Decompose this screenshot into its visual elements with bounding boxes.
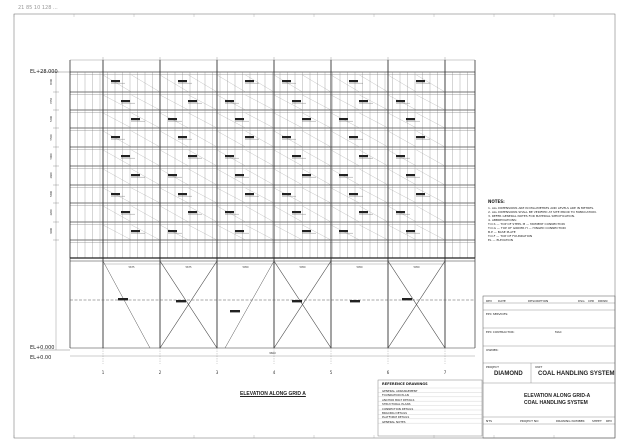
member-tag <box>339 230 348 232</box>
member-tag <box>292 211 301 213</box>
member-tag <box>121 155 130 157</box>
brace-member <box>417 131 446 147</box>
title-block <box>483 296 615 438</box>
revision-col-dsg: DSG <box>578 299 585 303</box>
references-list <box>382 389 478 424</box>
brace-member <box>160 75 189 92</box>
member-tag <box>339 174 348 176</box>
brace-member <box>217 150 246 166</box>
brace-member <box>417 113 446 128</box>
member-tag <box>416 80 425 82</box>
member-tag <box>225 211 234 213</box>
brace-member <box>160 95 189 110</box>
bay-dimension: 5675 <box>185 266 192 269</box>
notes-heading: NOTES: <box>488 199 505 204</box>
dimension-text: 4600 <box>50 172 53 179</box>
mac-label: MAC <box>555 330 562 334</box>
brace-member <box>303 206 332 222</box>
scale-label: NTS <box>486 419 492 423</box>
brace-member <box>246 188 275 203</box>
brace-member <box>417 169 446 185</box>
drawing-title-line2: COAL HANDLING SYSTEM <box>524 400 588 406</box>
member-tag <box>111 193 120 195</box>
member-tag <box>245 80 254 82</box>
brace-member <box>246 169 275 185</box>
inclined-member <box>103 261 150 348</box>
dimension-text: 6500 <box>50 78 53 86</box>
bay-dimension: 5675 <box>128 266 135 269</box>
member-tag <box>235 174 244 176</box>
brace-member <box>103 95 132 110</box>
brace-member <box>388 95 417 110</box>
member-tag <box>245 136 254 138</box>
member-tag <box>282 80 291 82</box>
bay-dimension: 5950 <box>413 266 420 269</box>
dimension-text: 7250 <box>50 97 53 105</box>
member-tag <box>396 211 405 213</box>
reference-row: ANCHOR BOLT DETAILS <box>382 397 415 402</box>
brace-member <box>189 206 218 222</box>
reference-row: STRUCTURAL PLANS <box>382 402 411 407</box>
brace-member <box>103 188 132 203</box>
member-tag <box>302 118 311 120</box>
member-tag <box>188 155 197 157</box>
sheet-label: SHEET <box>592 419 602 423</box>
member-tag <box>188 100 197 102</box>
level-label-top: EL+28.000 <box>30 69 58 75</box>
dimension-text: 5800 <box>50 190 53 198</box>
reference-row: BRACING DETAILS <box>382 411 408 416</box>
note-line: 2. ALL DIMENSIONS SHALL BE VERIFIED AT SITE PRIOR TO FABRICATION. <box>488 210 597 214</box>
notes-list <box>488 206 610 242</box>
member-tag <box>168 230 177 232</box>
member-tag <box>406 118 415 120</box>
unit-label: UNIT <box>535 365 543 369</box>
member-tag <box>349 193 358 195</box>
brace-member <box>274 169 303 185</box>
member-tag <box>131 174 140 176</box>
brace-member <box>246 131 275 147</box>
brace-member <box>331 188 360 203</box>
inclined-member <box>225 261 274 348</box>
brace-member <box>217 131 246 147</box>
member-tag <box>359 100 368 102</box>
brace-member <box>274 95 303 110</box>
revision-col-date: DATE <box>498 299 506 303</box>
brace-member <box>217 113 246 128</box>
brace-member <box>132 188 161 203</box>
brace-member <box>132 113 161 128</box>
member-tag <box>406 230 415 232</box>
brace-member <box>360 225 389 240</box>
brace-member <box>417 75 446 92</box>
brace-member <box>160 150 189 166</box>
reference-row: GENERAL ARRANGEMENT <box>382 389 418 393</box>
project-label: PROJECT <box>486 365 499 369</box>
note-line: 1. ALL DIMENSIONS ARE IN MILLIMETRES AND LEVELS ARE IN METRES. <box>488 206 595 210</box>
member-tag <box>131 118 140 120</box>
brace-member <box>417 150 446 166</box>
brace-member <box>132 95 161 110</box>
epc-contractor-label: EPC CONTRACTOR: <box>486 330 515 334</box>
drawing-title-line1: ELEVATION ALONG GRID-A <box>524 393 591 399</box>
reference-row: CONNECTION DETAILS <box>382 406 414 411</box>
brace-member <box>388 225 417 240</box>
dimension-text: 3600 <box>50 227 53 235</box>
rev-label: REV <box>606 419 613 423</box>
lower-member-tag <box>118 298 128 300</box>
grid-label-6: 6 <box>386 370 390 375</box>
reference-row: GENERAL NOTES <box>382 419 406 424</box>
revision-col-drwn: DRWN <box>598 299 608 303</box>
brace-member <box>132 150 161 166</box>
brace-member <box>103 225 132 240</box>
brace-member <box>360 75 389 92</box>
brace-member <box>388 169 417 185</box>
grid-label-2: 2 <box>158 370 162 375</box>
brace-member <box>217 95 246 110</box>
revision-col-description: DESCRIPTION <box>528 299 549 303</box>
brace-member <box>360 150 389 166</box>
brace-member <box>417 225 446 240</box>
brace-member <box>331 225 360 240</box>
member-tag <box>302 174 311 176</box>
brace-member <box>246 75 275 92</box>
dimension-text: 4200 <box>50 209 53 216</box>
member-tag <box>349 80 358 82</box>
brace-member <box>331 113 360 128</box>
brace-member <box>388 150 417 166</box>
grid-label-3: 3 <box>215 370 219 375</box>
member-tag <box>178 80 187 82</box>
note-line: T.O.G — TOP OF GIRDER H — HINGED CONNECTION <box>488 226 566 230</box>
brace-member <box>132 169 161 185</box>
member-tag <box>396 155 405 157</box>
brace-member <box>303 75 332 92</box>
brace-member <box>417 95 446 110</box>
brace-member <box>331 169 360 185</box>
brace-member <box>160 113 189 128</box>
brace-member <box>189 113 218 128</box>
brace-member <box>217 188 246 203</box>
grid-label-7: 7 <box>443 370 447 375</box>
bottom-dimension-text: 9600 <box>269 352 276 355</box>
dimension-text: 5200 <box>50 115 53 123</box>
brace-member <box>331 95 360 110</box>
member-tag <box>416 136 425 138</box>
brace-member <box>388 75 417 92</box>
brace-member <box>360 169 389 185</box>
brace-member <box>103 75 132 92</box>
revision-col-cpd: CPD <box>588 299 595 303</box>
brace-member <box>189 225 218 240</box>
brace-member <box>331 206 360 222</box>
member-tag <box>359 155 368 157</box>
brace-member <box>303 113 332 128</box>
revision-col-rev: REV <box>486 299 493 303</box>
member-tag <box>225 100 234 102</box>
brace-member <box>132 225 161 240</box>
member-tag <box>282 193 291 195</box>
member-tag <box>225 155 234 157</box>
brace-member <box>274 206 303 222</box>
owner-label: OWNER: <box>486 348 499 352</box>
member-tag <box>406 174 415 176</box>
brace-member <box>103 206 132 222</box>
brace-member <box>274 225 303 240</box>
brace-member <box>132 206 161 222</box>
bay-dimension: 5950 <box>356 266 363 269</box>
level-label-ground: EL+0.00 <box>30 355 52 361</box>
brace-member <box>189 95 218 110</box>
brace-member <box>274 113 303 128</box>
brace-member <box>189 75 218 92</box>
member-tag <box>111 136 120 138</box>
brace-member <box>189 188 218 203</box>
brace-member <box>189 169 218 185</box>
lower-member-tag <box>176 300 186 302</box>
member-tag <box>235 118 244 120</box>
brace-member <box>189 131 218 147</box>
brace-member <box>189 150 218 166</box>
brace-member <box>103 113 132 128</box>
brace-member <box>274 75 303 92</box>
project-no-label: PROJECT NO <box>520 419 539 423</box>
lower-member-tag <box>402 298 412 300</box>
member-tag <box>188 211 197 213</box>
brace-member <box>303 95 332 110</box>
member-tag <box>178 136 187 138</box>
member-tag <box>359 211 368 213</box>
brace-member <box>303 150 332 166</box>
brace-member <box>417 206 446 222</box>
member-tag <box>396 100 405 102</box>
brace-member <box>274 131 303 147</box>
brace-member <box>303 225 332 240</box>
brace-member <box>360 206 389 222</box>
member-tag <box>121 211 130 213</box>
grid-label-5: 5 <box>329 370 333 375</box>
member-tag <box>168 174 177 176</box>
reference-row: PLATFORM DETAILS <box>382 415 410 420</box>
brace-member <box>274 150 303 166</box>
note-line: 4. ABBREVIATIONS: <box>488 218 517 222</box>
member-tag <box>292 100 301 102</box>
brace-member <box>132 131 161 147</box>
brace-member <box>388 113 417 128</box>
drawing-number-label: DRAWING NUMBER <box>556 419 585 423</box>
brace-member <box>246 95 275 110</box>
brace-member <box>160 225 189 240</box>
brace-member <box>360 188 389 203</box>
lower-member-tag <box>292 300 302 302</box>
brace-member <box>274 188 303 203</box>
dimension-text: 5000 <box>50 153 53 160</box>
bay-dimension: 5950 <box>242 266 249 269</box>
note-line: T.O.F — TOP OF FOUNDATION <box>488 234 533 238</box>
member-tag <box>302 230 311 232</box>
member-tag <box>235 230 244 232</box>
brace-member <box>331 75 360 92</box>
member-tag <box>292 155 301 157</box>
member-tag <box>416 193 425 195</box>
member-tag <box>245 193 254 195</box>
note-line: B.P — BASE PLATE <box>488 230 516 234</box>
note-line: T.O.S — TOP OF STEEL M — MOMENT CONNECTION <box>488 222 565 226</box>
brace-member <box>360 95 389 110</box>
unit-name: COAL HANDLING SYSTEM <box>538 371 615 377</box>
grid-label-1: 1 <box>101 370 105 375</box>
brace-member <box>217 169 246 185</box>
brace-member <box>246 206 275 222</box>
grid-label-4: 4 <box>272 370 276 375</box>
member-tag <box>339 118 348 120</box>
brace-member <box>246 150 275 166</box>
brace-member <box>331 150 360 166</box>
note-line: 3. REFER GENERAL NOTES FOR MATERIAL SPECIFICATION. <box>488 214 575 218</box>
brace-member <box>303 188 332 203</box>
brace-member <box>103 169 132 185</box>
member-tag <box>282 136 291 138</box>
brace-member <box>303 131 332 147</box>
brace-member <box>388 131 417 147</box>
member-tag <box>178 193 187 195</box>
level-label-base: EL+0.000 <box>30 345 55 351</box>
brace-member <box>160 169 189 185</box>
reference-row: FOUNDATION PLAN <box>382 393 409 398</box>
lower-member-tag <box>230 310 240 312</box>
brace-member <box>246 225 275 240</box>
brace-member <box>217 75 246 92</box>
member-tag <box>131 230 140 232</box>
brace-member <box>331 131 360 147</box>
brace-member <box>160 131 189 147</box>
brace-member <box>103 150 132 166</box>
brace-member <box>160 206 189 222</box>
brace-member <box>303 169 332 185</box>
bay-dimension: 5950 <box>299 266 306 269</box>
brace-member <box>388 206 417 222</box>
brace-member <box>160 188 189 203</box>
brace-member <box>103 131 132 147</box>
member-tag <box>349 136 358 138</box>
member-tag <box>111 80 120 82</box>
note-line: EL — ELEVATION <box>488 238 513 242</box>
references-heading: REFERENCE DRAWINGS <box>382 382 428 386</box>
epc-services-label: EPC SERVICES: <box>486 312 509 316</box>
client-name: DIAMOND <box>494 371 523 377</box>
drawing-caption: ELEVATION ALONG GRID A <box>240 391 306 397</box>
brace-member <box>417 188 446 203</box>
brace-member <box>217 225 246 240</box>
member-tag <box>121 100 130 102</box>
dimension-text: 5500 <box>50 134 53 141</box>
brace-member <box>132 75 161 92</box>
member-tag <box>168 118 177 120</box>
header-code: 21 85 10 128 ... <box>18 5 58 11</box>
lower-member-tag <box>350 300 360 302</box>
brace-member <box>388 188 417 203</box>
brace-member <box>217 206 246 222</box>
brace-member <box>360 131 389 147</box>
brace-member <box>360 113 389 128</box>
brace-member <box>246 113 275 128</box>
